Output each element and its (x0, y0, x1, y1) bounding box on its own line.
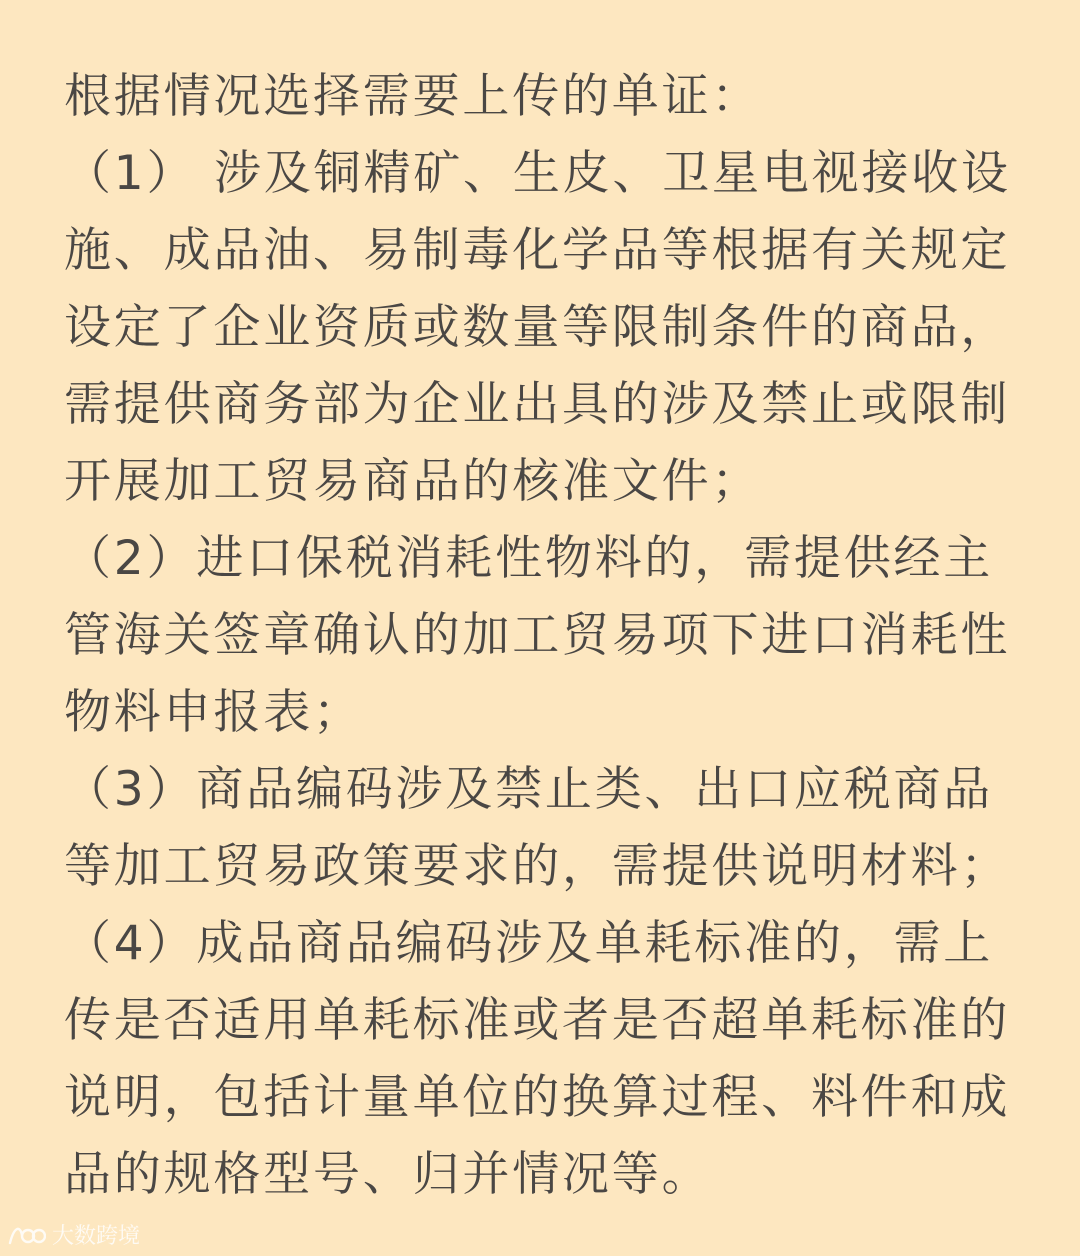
text-line: 说明，包括计量单位的换算过程、料件和成 (64, 1070, 1011, 1125)
watermark (6, 1219, 140, 1250)
text-line: 设定了企业资质或数量等限制条件的商品， (64, 300, 1011, 355)
text-line: 物料申报表； (64, 685, 363, 740)
text-line: 管海关签章确认的加工贸易项下进口消耗性 (64, 608, 1011, 663)
text-line: 需提供商务部为企业出具的涉及禁止或限制 (64, 377, 1011, 432)
text-line: （1） 涉及铜精矿、生皮、卫星电视接收设 (64, 146, 1011, 201)
text-line: 根据情况选择需要上传的单证： (64, 69, 762, 124)
text-line: 传是否适用单耗标准或者是否超单耗标准的 (64, 993, 1011, 1048)
text-line: 等加工贸易政策要求的，需提供说明材料； (64, 839, 1011, 894)
watermark-text: 大数跨境 (52, 1224, 141, 1249)
document-body (64, 58, 1024, 1213)
text-line: 品的规格型号、归并情况等。 (64, 1147, 712, 1202)
text-line: （3）商品编码涉及禁止类、出口应税商品 (64, 762, 994, 817)
text-line: （2）进口保税消耗性物料的，需提供经主 (64, 531, 994, 586)
text-line: 施、成品油、易制毒化学品等根据有关规定 (64, 223, 1011, 278)
text-line: 开展加工贸易商品的核准文件； (64, 454, 762, 509)
brand-logo-icon (6, 1221, 46, 1249)
text-line: （4）成品商品编码涉及单耗标准的，需上 (64, 916, 994, 971)
